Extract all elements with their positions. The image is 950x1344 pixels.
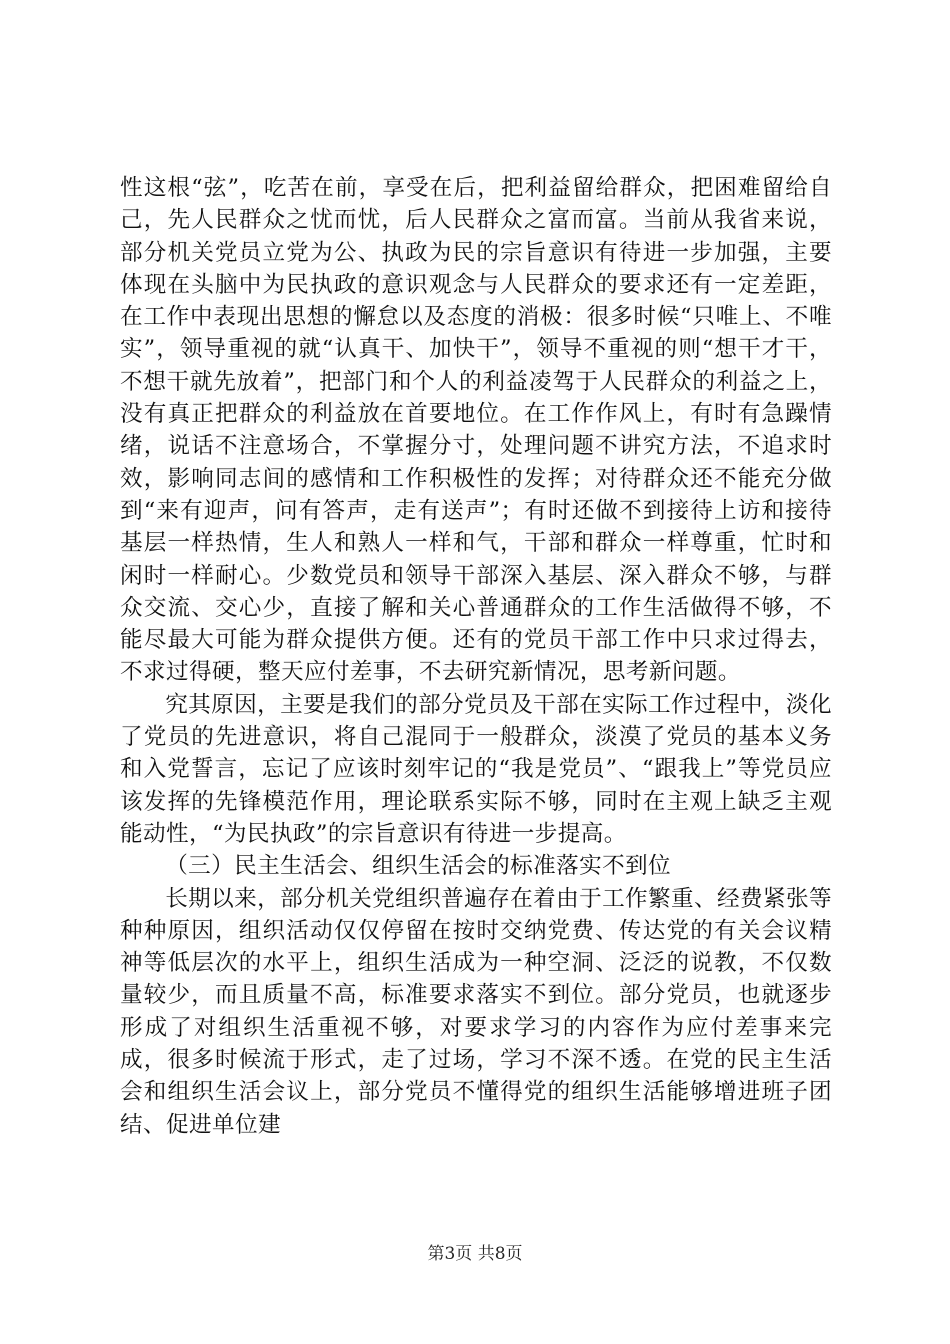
paragraph-1: 性这根“弦”，吃苦在前，享受在后，把利益留给群众，把困难留给自己，先人民群众之忧而忧，后人民群众之富而富。当前从我省来说，部分机关党员立党为公、执政为民的宗旨意识有待进一步加强，主要体现在头脑中为民执政的意识观念与人民群众的要求还有一定差距，在工作中表现出思想的懈怠以及态度的消极：很多时候“只唯上、不唯实”，领导重视的就“认真干、加快干”，领导不重视的则“想干才干，不想干就先放着”，把部门和个人的利益凌驾于人民群众的利益之上，没有真正把群众的利益放在首要地位。在工作作风上，有时有急躁情绪，说话不注意场合，不掌握分寸，处理问题不讲究方法，不追求时效，影响同志间的感情和工作积极性的发挥；对待群众还不能充分做到“来有迎声，问有答声，走有送声”；有时还做不到接待上访和接待基层一样热情，生人和熟人一样和气，干部和群众一样尊重，忙时和闲时一样耐心。少数党员和领导干部深入基层、深入群众不够，与群众交流、交心少，直接了解和关心普通群众的工作生活做得不够，不能尽最大可能为群众提供方便。还有的党员干部工作中只求过得去，不求过得硬，整天应付差事，不去研究新情况，思考新问题。 <box>120 175 832 686</box>
page-footer: 第3页 共8页 <box>427 1244 523 1264</box>
document-body <box>120 172 832 1141</box>
paragraph-3: 长期以来，部分机关党组织普遍存在着由于工作繁重、经费紧张等种种原因，组织活动仅仅停留在按时交纳党费、传达党的有关会议精神等低层次的水平上，组织生活成为一种空洞、泛泛的说教，不仅数量较少，而且质量不高，标准要求落实不到位。部分党员，也就逐步形成了对组织生活重视不够，对要求学习的内容作为应付差事来完成，很多时候流于形式，走了过场，学习不深不透。在党的民主生活会和组织生活会议上，部分党员不懂得党的组织生活能够增进班子团结、促进单位建 <box>120 885 833 1138</box>
section-heading: （三）民主生活会、组织生活会的标准落实不到位 <box>165 853 672 880</box>
paragraph-2: 究其原因，主要是我们的部分党员及干部在实际工作过程中，淡化了党员的先进意识，将自己混同于一般群众，淡漠了党员的基本义务和入党誓言，忘记了应该时刻牢记的“我是党员”、“跟我上”等党员应该发挥的先锋模范作用，理论联系实际不够，同时在主观上缺乏主观能动性，“为民执政”的宗旨意识有待进一步提高。 <box>120 691 833 847</box>
